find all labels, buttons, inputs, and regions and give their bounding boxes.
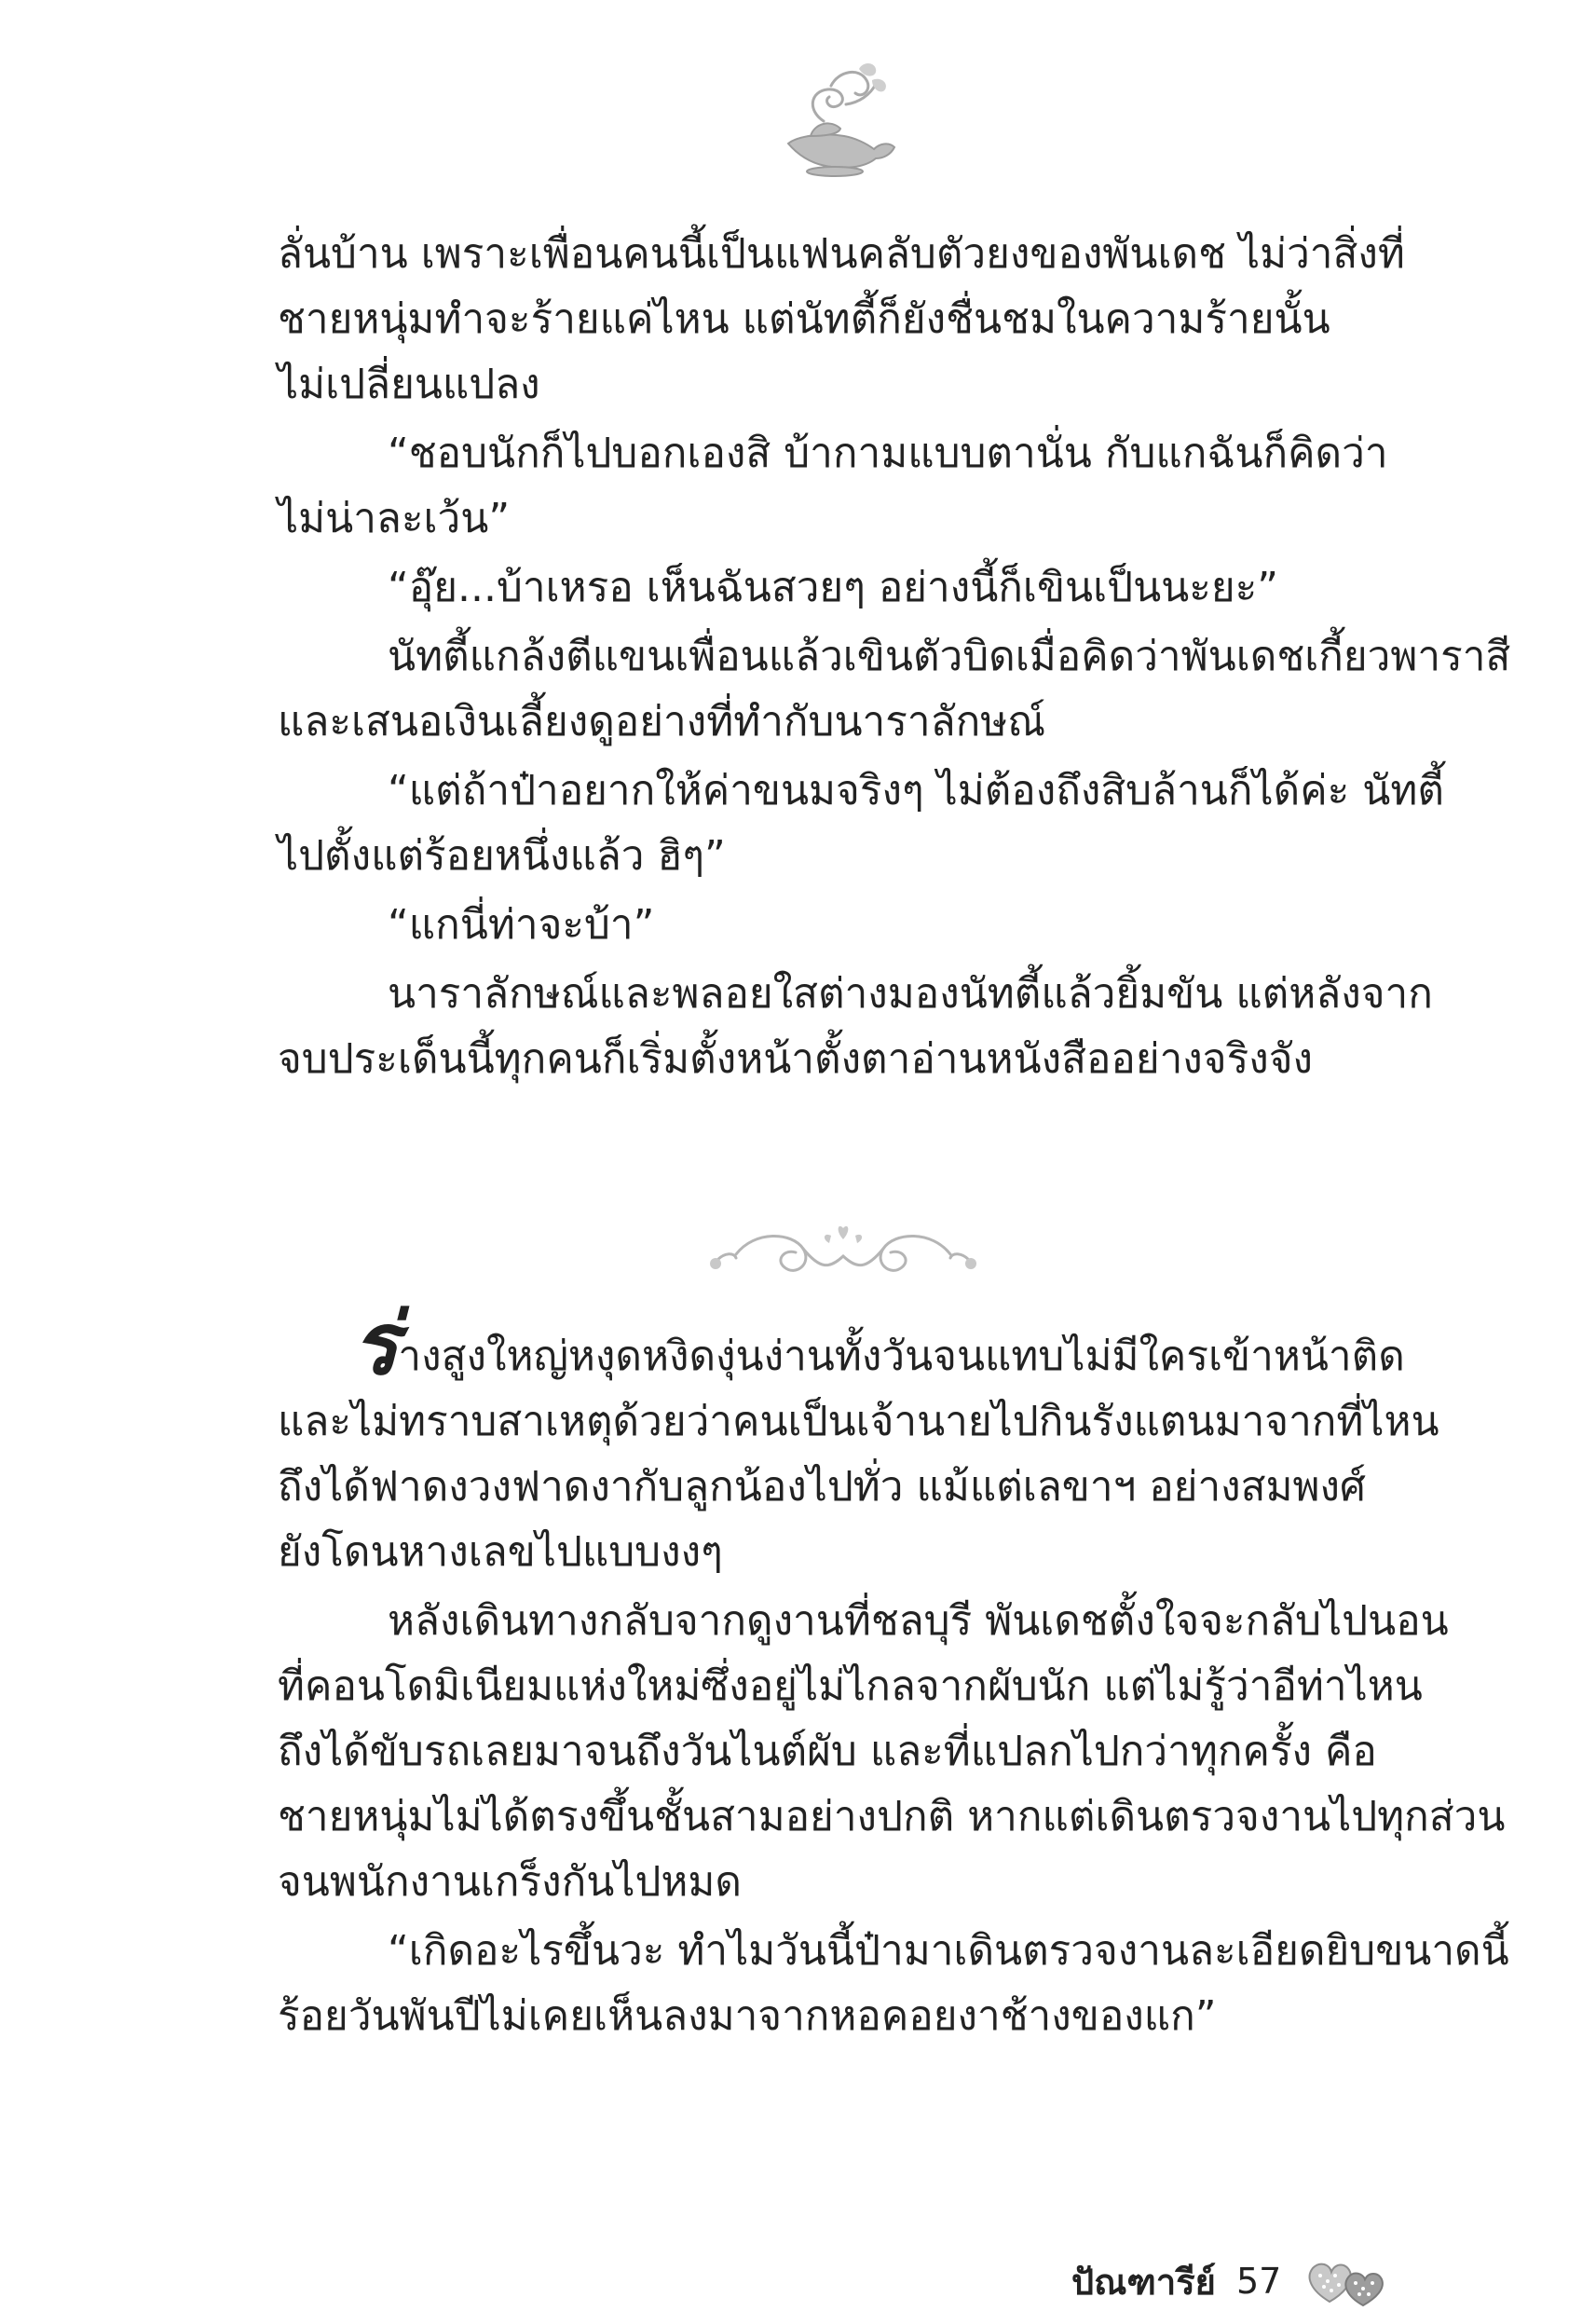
paragraph — [278, 893, 1407, 958]
text-line: ชายหนุ่มทำจะร้ายแค่ไหน แต่นัทตี้ก็ยังชื่นชมในความร้ายนั้น — [278, 295, 1330, 343]
text-line: ถึงได้ขับรถเลยมาจนถึงวันไนต์ผับ และที่แปลกไปกว่าทุกครั้ง คือ — [278, 1728, 1377, 1775]
paragraph — [278, 1589, 1506, 1915]
paragraph — [278, 222, 1407, 417]
text-line: ไม่เปลี่ยนแปลง — [278, 361, 540, 408]
text-block-bottom — [278, 1293, 1509, 2053]
text-line: ยังโดนหางเลขไปแบบงงๆ — [278, 1528, 723, 1576]
text-line: ไม่น่าละเว้น” — [278, 495, 511, 542]
text-line: ชายหนุ่มไม่ได้ตรงขึ้นชั้นสามอย่างปกติ หากแต่เดินตรวจงานไปทุกส่วน — [278, 1793, 1506, 1840]
paragraph — [278, 962, 1433, 1092]
text-line: ไปตั้งแต่ร้อยหนึ่งแล้ว ฮิๆ” — [278, 832, 726, 880]
paragraph — [278, 1293, 1439, 1585]
text-line: จบประเด็นนี้ทุกคนก็เริ่มตั้งหน้าตั้งตาอ่านหนังสืออย่างจริงจัง — [278, 1035, 1313, 1083]
text-line: “ชอบนักก็ไปบอกเองสิ บ้ากามแบบตานั่น กับแกฉันก็คิดว่า — [388, 430, 1388, 477]
paragraph — [278, 624, 1511, 755]
text-line: “เกิดอะไรขึ้นวะ ทำไมวันนี้ป๋ามาเดินตรวจงานละเอียดยิบขนาดนี้ — [388, 1927, 1509, 1975]
text-line: นัทตี้แกล้งตีแขนเพื่อนแล้วเขินตัวบิดเมื่อคิดว่าพันเดชเกี้ยวพาราสี — [388, 633, 1511, 680]
text-line: นาราลักษณ์และพลอยใสต่างมองนัทตี้แล้วยิ้มขัน แต่หลังจาก — [388, 970, 1433, 1018]
text-line: และไม่ทราบสาเหตุด้วยว่าคนเป็นเจ้านายไปกินรังแตนมาจากที่ไหน — [278, 1398, 1439, 1445]
text-line: “อุ๊ย...บ้าเหรอ เห็นฉันสวยๆ อย่างนี้ก็เขินเป็นนะยะ” — [388, 564, 1279, 611]
text-line: ที่คอนโดมิเนียมแห่งใหม่ซึ่งอยู่ไม่ไกลจากผับนัก แต่ไม่รู้ว่าอีท่าไหน — [278, 1662, 1423, 1710]
scroll-ornament-icon — [699, 1211, 988, 1295]
paragraph — [278, 555, 1407, 621]
text-line: ร้อยวันพันปีไม่เคยเห็นลงมาจากหอคอยงาช้างของแก” — [278, 1992, 1217, 2040]
paragraph — [278, 421, 1407, 552]
hearts-icon — [1302, 2255, 1391, 2307]
paragraph — [278, 1919, 1509, 2049]
text-block-top — [278, 222, 1511, 1096]
text-line: และเสนอเงินเลี้ยงดูอย่างที่ทำกับนาราลักษณ์ — [278, 698, 1046, 745]
page-footer — [1071, 2253, 1391, 2309]
genie-lamp-icon — [770, 58, 900, 179]
text-line: จนพนักงานเกร็งกันไปหมด — [278, 1858, 743, 1906]
text-line: “แต่ถ้าป๋าอยากให้ค่าขนมจริงๆ ไม่ต้องถึงสิบล้านก็ได้ค่ะ นัทตี้ — [388, 767, 1444, 814]
text-line: ถึงได้ฟาดงวงฟาดงากับลูกน้องไปทั่ว แม้แต่เลขาฯ อย่างสมพงศ์ — [278, 1463, 1366, 1511]
paragraph — [278, 759, 1444, 889]
drop-cap: ร่ — [352, 1293, 399, 1394]
book-title: ปัณฑารีย์ — [1071, 2261, 1216, 2303]
text-line: ลั่นบ้าน เพราะเพื่อนคนนี้เป็นแฟนคลับตัวยงของพันเดช ไม่ว่าสิ่งที่ — [278, 230, 1405, 278]
text-run: างสูงใหญ่หงุดหงิดงุ่นง่านทั้งวันจนแทบไม่มีใครเข้าหน้าติด — [398, 1333, 1405, 1380]
page-number: 57 — [1235, 2261, 1282, 2302]
text-line: หลังเดินทางกลับจากดูงานที่ชลบุรี พันเดชตั้งใจจะกลับไปนอน — [388, 1597, 1449, 1645]
text-line — [278, 1293, 1407, 1394]
text-line: “แกนี่ท่าจะบ้า” — [388, 901, 655, 949]
